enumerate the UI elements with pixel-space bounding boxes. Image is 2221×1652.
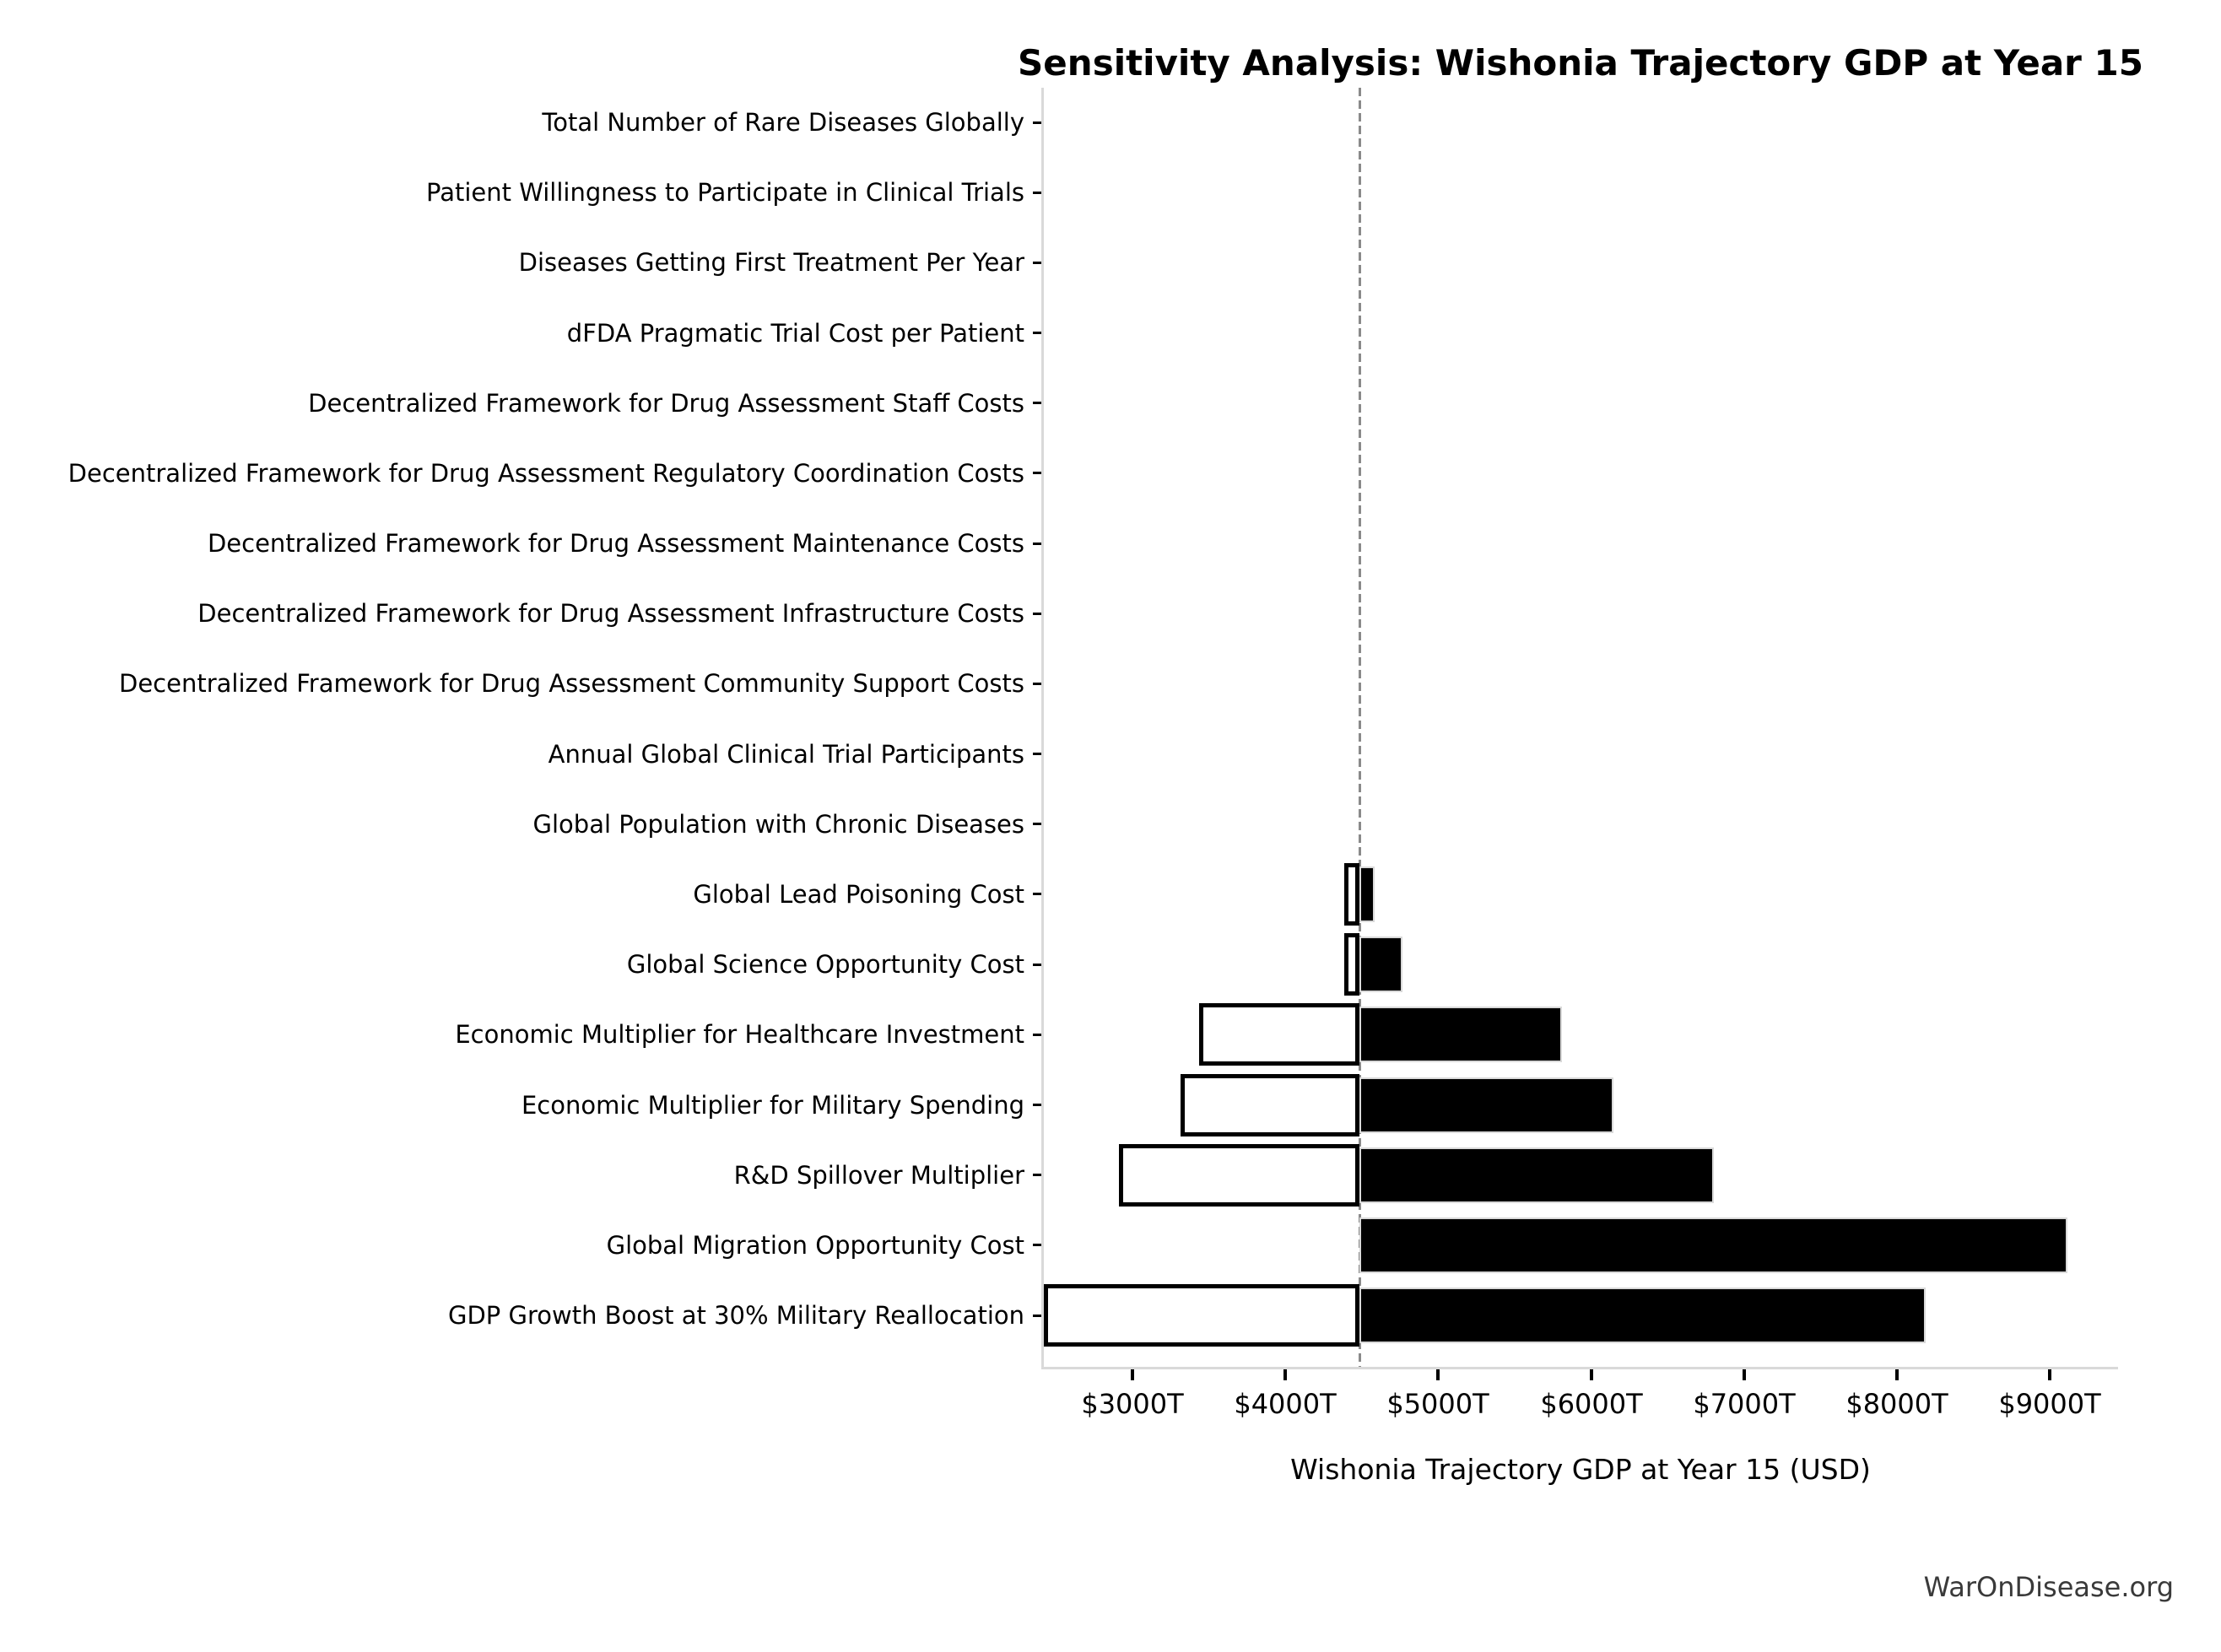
x-tick-label: $7000T xyxy=(1693,1388,1796,1420)
y-category-label: Economic Multiplier for Military Spending xyxy=(521,1091,1024,1120)
high-value-bar xyxy=(1359,937,1402,992)
y-tick-mark xyxy=(1033,1034,1041,1036)
y-tick-mark xyxy=(1033,192,1041,194)
y-tick-mark xyxy=(1033,543,1041,545)
y-category-label: GDP Growth Boost at 30% Military Reallocation xyxy=(447,1301,1024,1330)
y-tick-mark xyxy=(1033,262,1041,264)
x-tick-mark xyxy=(1131,1369,1134,1380)
x-tick-mark xyxy=(2048,1369,2051,1380)
x-tick-mark xyxy=(1436,1369,1440,1380)
high-value-bar xyxy=(1359,1147,1714,1203)
low-value-bar xyxy=(1181,1074,1359,1136)
x-tick-mark xyxy=(1895,1369,1899,1380)
x-tick-label: $3000T xyxy=(1081,1388,1184,1420)
y-category-label: Decentralized Framework for Drug Assessment Community Support Costs xyxy=(119,669,1024,698)
y-category-label: Global Migration Opportunity Cost xyxy=(606,1231,1024,1260)
chart-title: Sensitivity Analysis: Wishonia Trajectory GDP at Year 15 xyxy=(1018,42,2143,84)
y-tick-mark xyxy=(1033,332,1041,334)
y-category-label: dFDA Pragmatic Trial Cost per Patient xyxy=(566,319,1024,348)
high-value-bar xyxy=(1359,1077,1613,1133)
y-tick-mark xyxy=(1033,613,1041,615)
x-axis-title: Wishonia Trajectory GDP at Year 15 (USD) xyxy=(1290,1453,1871,1486)
y-tick-mark xyxy=(1033,1104,1041,1106)
x-axis-spine xyxy=(1041,1367,2118,1369)
y-category-label: Total Number of Rare Diseases Globally xyxy=(542,108,1024,137)
high-value-bar xyxy=(1359,1288,1926,1343)
y-axis-spine xyxy=(1041,88,1044,1367)
y-category-label: Economic Multiplier for Healthcare Investment xyxy=(455,1020,1024,1049)
low-value-bar xyxy=(1119,1144,1359,1207)
y-category-label: Global Population with Chronic Diseases xyxy=(532,810,1024,839)
y-tick-mark xyxy=(1033,402,1041,404)
y-tick-mark xyxy=(1033,753,1041,755)
y-tick-mark xyxy=(1033,1174,1041,1176)
x-tick-label: $6000T xyxy=(1540,1388,1643,1420)
x-tick-label: $4000T xyxy=(1234,1388,1337,1420)
y-tick-mark xyxy=(1033,1315,1041,1317)
x-tick-label: $5000T xyxy=(1386,1388,1489,1420)
y-category-label: Patient Willingness to Participate in Clinical Trials xyxy=(426,178,1024,207)
y-tick-mark xyxy=(1033,823,1041,825)
x-tick-mark xyxy=(1590,1369,1593,1380)
x-tick-mark xyxy=(1283,1369,1287,1380)
y-category-label: Decentralized Framework for Drug Assessment Maintenance Costs xyxy=(207,529,1024,558)
low-value-bar xyxy=(1199,1003,1359,1066)
y-category-label: Global Science Opportunity Cost xyxy=(626,950,1024,979)
y-category-label: Global Lead Poisoning Cost xyxy=(693,880,1024,909)
low-value-bar xyxy=(1044,1284,1359,1347)
y-category-label: Decentralized Framework for Drug Assessment Infrastructure Costs xyxy=(197,599,1024,628)
y-tick-mark xyxy=(1033,893,1041,895)
y-category-label: Decentralized Framework for Drug Assessment Staff Costs xyxy=(308,389,1024,418)
y-category-label: Decentralized Framework for Drug Assessment Regulatory Coordination Costs xyxy=(68,459,1024,488)
watermark-text: WarOnDisease.org xyxy=(1923,1571,2174,1603)
low-value-bar xyxy=(1344,933,1359,996)
y-category-label: R&D Spillover Multiplier xyxy=(733,1161,1024,1190)
x-tick-label: $9000T xyxy=(1998,1388,2101,1420)
y-tick-mark xyxy=(1033,964,1041,966)
high-value-bar xyxy=(1359,1007,1562,1062)
y-tick-mark xyxy=(1033,121,1041,124)
y-category-label: Diseases Getting First Treatment Per Year xyxy=(518,248,1024,277)
y-category-label: Annual Global Clinical Trial Participants xyxy=(548,740,1024,769)
y-tick-mark xyxy=(1033,683,1041,685)
x-tick-label: $8000T xyxy=(1845,1388,1948,1420)
x-tick-mark xyxy=(1743,1369,1746,1380)
low-value-bar xyxy=(1344,863,1359,926)
high-value-bar xyxy=(1359,1217,2067,1273)
y-tick-mark xyxy=(1033,1244,1041,1246)
high-value-bar xyxy=(1359,866,1375,922)
y-tick-mark xyxy=(1033,472,1041,474)
